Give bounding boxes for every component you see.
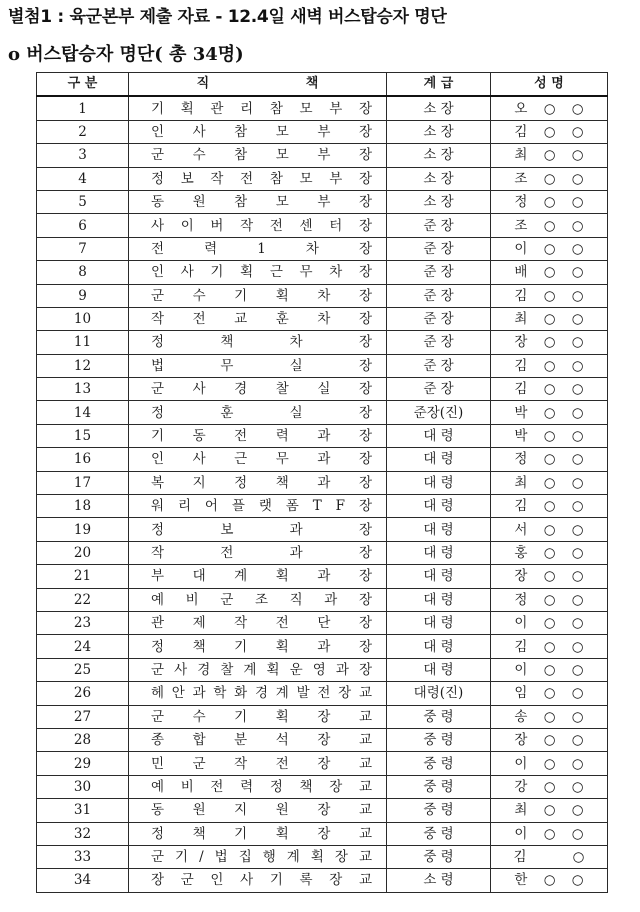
row-name: 최 ○ ○ xyxy=(491,144,608,167)
row-rank: 대 령 xyxy=(387,635,491,658)
row-rank: 대 령 xyxy=(387,588,491,611)
table-row xyxy=(37,331,608,354)
row-duty: 기 획 관 리 참 모 부 장 xyxy=(129,96,387,120)
row-name: 김 ○ ○ xyxy=(491,378,608,401)
column-header-name: 성 명 xyxy=(491,73,608,97)
row-name: 김 ○ ○ xyxy=(491,635,608,658)
row-duty: 군 수 참 모 부 장 xyxy=(129,144,387,167)
row-number: 19 xyxy=(37,518,129,541)
row-name: 최 ○ ○ xyxy=(491,307,608,330)
row-rank: 중 령 xyxy=(387,845,491,868)
row-number: 28 xyxy=(37,728,129,751)
row-duty: 인 사 기 획 근 무 차 장 xyxy=(129,261,387,284)
table-row xyxy=(37,261,608,284)
row-number: 29 xyxy=(37,752,129,775)
row-number: 33 xyxy=(37,845,129,868)
row-name: 이 ○ ○ xyxy=(491,822,608,845)
row-name: 오 ○ ○ xyxy=(491,96,608,120)
row-duty: 사 이 버 작 전 센 터 장 xyxy=(129,214,387,237)
row-duty: 법 무 실 장 xyxy=(129,354,387,377)
row-name: 김 ○ xyxy=(491,845,608,868)
table-row xyxy=(37,658,608,681)
row-rank: 중 령 xyxy=(387,752,491,775)
table-row xyxy=(37,237,608,260)
row-number: 34 xyxy=(37,869,129,892)
table-row xyxy=(37,518,608,541)
row-name: 홍 ○ ○ xyxy=(491,541,608,564)
row-number: 30 xyxy=(37,775,129,798)
row-name: 배 ○ ○ xyxy=(491,261,608,284)
row-number: 26 xyxy=(37,682,129,705)
row-name: 박 ○ ○ xyxy=(491,401,608,424)
table-row xyxy=(37,354,608,377)
row-number: 15 xyxy=(37,424,129,447)
row-number: 7 xyxy=(37,237,129,260)
row-number: 5 xyxy=(37,190,129,213)
table-row xyxy=(37,588,608,611)
row-rank: 준 장 xyxy=(387,354,491,377)
table-row xyxy=(37,869,608,892)
table-row xyxy=(37,448,608,471)
row-name: 김 ○ ○ xyxy=(491,495,608,518)
row-rank: 준 장 xyxy=(387,307,491,330)
row-number: 3 xyxy=(37,144,129,167)
row-duty: 정 훈 실 장 xyxy=(129,401,387,424)
row-number: 13 xyxy=(37,378,129,401)
row-rank: 대 령 xyxy=(387,658,491,681)
row-name: 강 ○ ○ xyxy=(491,775,608,798)
table-row xyxy=(37,424,608,447)
row-number: 14 xyxy=(37,401,129,424)
row-name: 이 ○ ○ xyxy=(491,237,608,260)
row-rank: 준 장 xyxy=(387,284,491,307)
row-duty: 작 전 교 훈 차 장 xyxy=(129,307,387,330)
row-rank: 소 장 xyxy=(387,120,491,143)
row-rank: 중 령 xyxy=(387,822,491,845)
row-duty: 헤 안 과 학 화 경 계 발 전 장 교 xyxy=(129,682,387,705)
row-duty: 동 원 지 원 장 교 xyxy=(129,799,387,822)
row-name: 한 ○ ○ xyxy=(491,869,608,892)
row-duty: 군 사 경 찰 실 장 xyxy=(129,378,387,401)
row-number: 32 xyxy=(37,822,129,845)
table-row xyxy=(37,284,608,307)
row-rank: 중 령 xyxy=(387,799,491,822)
table-row xyxy=(37,401,608,424)
table-body xyxy=(37,96,608,892)
row-name: 박 ○ ○ xyxy=(491,424,608,447)
table-row xyxy=(37,845,608,868)
row-number: 18 xyxy=(37,495,129,518)
row-number: 6 xyxy=(37,214,129,237)
row-number: 11 xyxy=(37,331,129,354)
row-number: 4 xyxy=(37,167,129,190)
row-number: 31 xyxy=(37,799,129,822)
row-duty: 정 책 차 장 xyxy=(129,331,387,354)
row-rank: 준 장 xyxy=(387,237,491,260)
row-name: 정 ○ ○ xyxy=(491,190,608,213)
table-row xyxy=(37,682,608,705)
row-rank: 대 령 xyxy=(387,424,491,447)
table-row xyxy=(37,565,608,588)
row-name: 이 ○ ○ xyxy=(491,752,608,775)
row-duty: 정 보 과 장 xyxy=(129,518,387,541)
table-row xyxy=(37,190,608,213)
document-heading: 별첨1 : 육군본부 제출 자료 - 12.4일 새벽 버스탑승자 명단 xyxy=(8,7,447,27)
row-name: 최 ○ ○ xyxy=(491,799,608,822)
table-row xyxy=(37,611,608,634)
row-name: 임 ○ ○ xyxy=(491,682,608,705)
row-duty: 동 원 참 모 부 장 xyxy=(129,190,387,213)
table-row xyxy=(37,167,608,190)
row-name: 장 ○ ○ xyxy=(491,565,608,588)
row-name: 정 ○ ○ xyxy=(491,588,608,611)
table-header-row xyxy=(37,73,608,97)
table-row xyxy=(37,541,608,564)
table-row xyxy=(37,120,608,143)
row-name: 송 ○ ○ xyxy=(491,705,608,728)
row-rank: 준장(진) xyxy=(387,401,491,424)
row-rank: 준 장 xyxy=(387,378,491,401)
row-duty: 군 수 기 획 차 장 xyxy=(129,284,387,307)
row-rank: 대 령 xyxy=(387,448,491,471)
row-name: 김 ○ ○ xyxy=(491,120,608,143)
row-rank: 대 령 xyxy=(387,518,491,541)
table-row xyxy=(37,307,608,330)
row-number: 23 xyxy=(37,611,129,634)
row-rank: 소 장 xyxy=(387,167,491,190)
table-row xyxy=(37,495,608,518)
section-subtitle: o 버스탑승자 명단( 총 34명) xyxy=(8,44,244,65)
row-number: 24 xyxy=(37,635,129,658)
table-row xyxy=(37,144,608,167)
row-duty: 정 보 작 전 참 모 부 장 xyxy=(129,167,387,190)
row-rank: 소 장 xyxy=(387,96,491,120)
row-name: 이 ○ ○ xyxy=(491,611,608,634)
row-rank: 대 령 xyxy=(387,611,491,634)
row-duty: 기 동 전 력 과 장 xyxy=(129,424,387,447)
row-name: 김 ○ ○ xyxy=(491,284,608,307)
row-number: 25 xyxy=(37,658,129,681)
row-rank: 중 령 xyxy=(387,775,491,798)
column-header-number: 구 분 xyxy=(37,73,129,97)
table-row xyxy=(37,822,608,845)
row-duty: 군 기 / 법 집 행 계 획 장 교 xyxy=(129,845,387,868)
row-duty: 예 비 전 력 정 책 장 교 xyxy=(129,775,387,798)
row-number: 2 xyxy=(37,120,129,143)
row-name: 조 ○ ○ xyxy=(491,167,608,190)
row-duty: 정 책 기 획 과 장 xyxy=(129,635,387,658)
row-duty: 장 군 인 사 기 록 장 교 xyxy=(129,869,387,892)
row-number: 20 xyxy=(37,541,129,564)
table-row xyxy=(37,752,608,775)
row-rank: 대 령 xyxy=(387,471,491,494)
row-rank: 소 장 xyxy=(387,190,491,213)
table-row xyxy=(37,214,608,237)
row-duty: 예 비 군 조 직 과 장 xyxy=(129,588,387,611)
row-name: 조 ○ ○ xyxy=(491,214,608,237)
row-duty: 민 군 작 전 장 교 xyxy=(129,752,387,775)
passenger-table xyxy=(36,72,608,893)
row-number: 9 xyxy=(37,284,129,307)
column-header-rank: 계 급 xyxy=(387,73,491,97)
table-row xyxy=(37,635,608,658)
table-row xyxy=(37,728,608,751)
table-row xyxy=(37,378,608,401)
row-duty: 전 력 1 차 장 xyxy=(129,237,387,260)
row-number: 8 xyxy=(37,261,129,284)
row-number: 10 xyxy=(37,307,129,330)
row-duty: 복 지 정 책 과 장 xyxy=(129,471,387,494)
table-row xyxy=(37,705,608,728)
row-number: 1 xyxy=(37,96,129,120)
row-rank: 대 령 xyxy=(387,495,491,518)
row-rank: 대 령 xyxy=(387,565,491,588)
row-rank: 소 장 xyxy=(387,144,491,167)
row-rank: 준 장 xyxy=(387,214,491,237)
row-name: 서 ○ ○ xyxy=(491,518,608,541)
table-row xyxy=(37,96,608,120)
row-number: 12 xyxy=(37,354,129,377)
row-rank: 중 령 xyxy=(387,728,491,751)
table-row xyxy=(37,471,608,494)
row-duty: 군 수 기 획 장 교 xyxy=(129,705,387,728)
row-duty: 정 책 기 획 장 교 xyxy=(129,822,387,845)
row-rank: 중 령 xyxy=(387,705,491,728)
row-duty: 작 전 과 장 xyxy=(129,541,387,564)
row-number: 16 xyxy=(37,448,129,471)
row-rank: 준 장 xyxy=(387,331,491,354)
row-duty: 인 사 근 무 과 장 xyxy=(129,448,387,471)
row-duty: 인 사 참 모 부 장 xyxy=(129,120,387,143)
row-number: 27 xyxy=(37,705,129,728)
row-number: 22 xyxy=(37,588,129,611)
row-rank: 준 장 xyxy=(387,261,491,284)
row-name: 정 ○ ○ xyxy=(491,448,608,471)
row-rank: 대령(진) xyxy=(387,682,491,705)
table-row xyxy=(37,775,608,798)
row-number: 17 xyxy=(37,471,129,494)
row-number: 21 xyxy=(37,565,129,588)
row-name: 김 ○ ○ xyxy=(491,354,608,377)
row-name: 최 ○ ○ xyxy=(491,471,608,494)
row-name: 장 ○ ○ xyxy=(491,728,608,751)
row-rank: 대 령 xyxy=(387,541,491,564)
row-rank: 소 령 xyxy=(387,869,491,892)
row-name: 이 ○ ○ xyxy=(491,658,608,681)
row-duty: 워 리 어 플 랫 폼 T F 장 xyxy=(129,495,387,518)
row-duty: 종 합 분 석 장 교 xyxy=(129,728,387,751)
table-row xyxy=(37,799,608,822)
row-duty: 군 사 경 찰 계 획 운 영 과 장 xyxy=(129,658,387,681)
row-name: 장 ○ ○ xyxy=(491,331,608,354)
row-duty: 관 제 작 전 단 장 xyxy=(129,611,387,634)
column-header-duty: 직 책 xyxy=(129,73,387,97)
row-duty: 부 대 계 획 과 장 xyxy=(129,565,387,588)
